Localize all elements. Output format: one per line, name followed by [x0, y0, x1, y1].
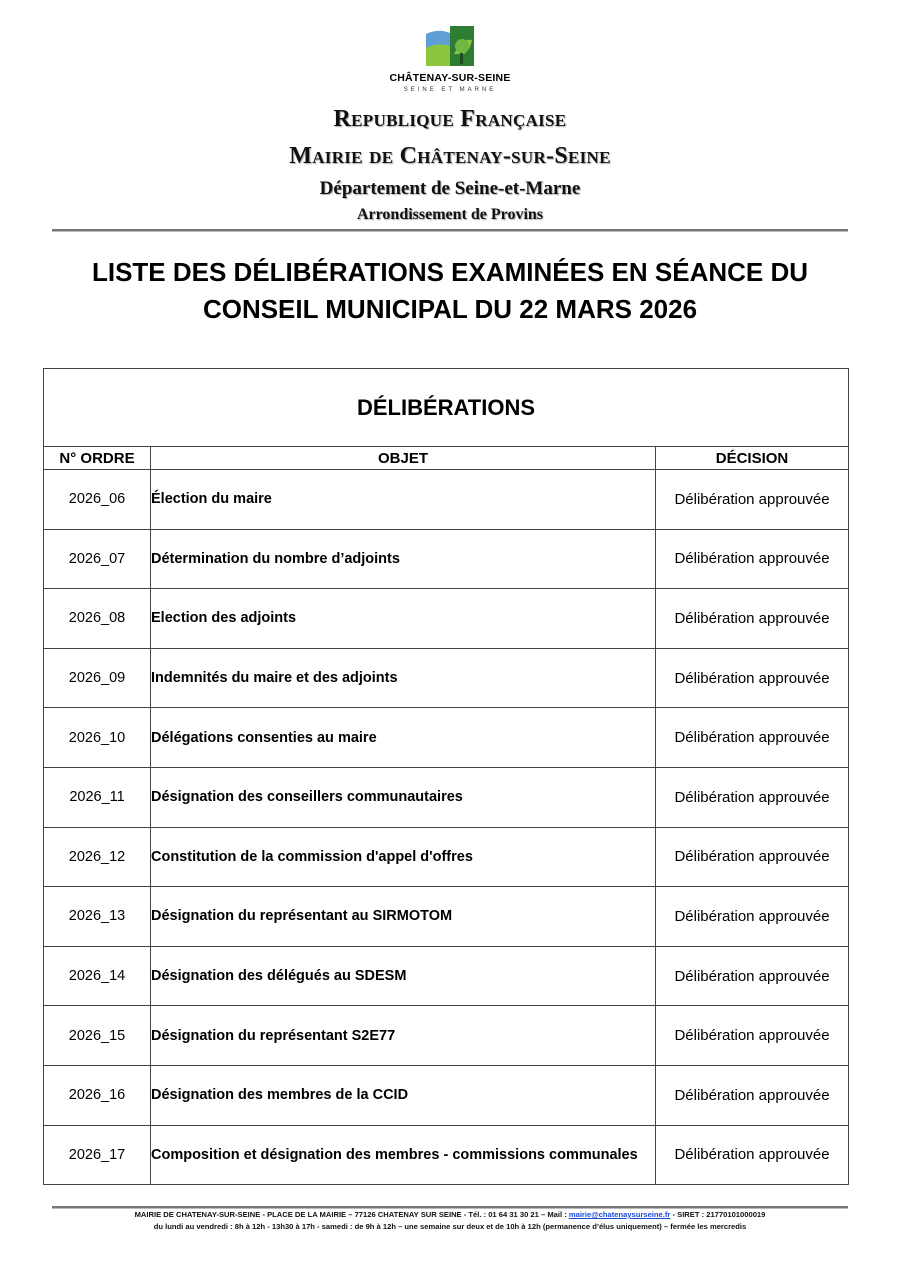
footer-divider: [52, 1206, 848, 1209]
deliberation-decision: Délibération approuvée: [656, 946, 849, 1006]
deliberation-decision: Délibération approuvée: [656, 1006, 849, 1066]
footer-contact: [0, 1210, 900, 1219]
deliberation-decision: Délibération approuvée: [656, 589, 849, 649]
header-department: Département de Seine-et-Marne: [319, 178, 581, 199]
order-number: 2026_07: [44, 529, 151, 589]
logo-name: CHÂTENAY-SUR-SEINE: [389, 72, 511, 84]
deliberation-object: Indemnités du maire et des adjoints: [151, 648, 656, 708]
order-number: 2026_15: [44, 1006, 151, 1066]
order-number: 2026_16: [44, 1065, 151, 1125]
table-row: [44, 767, 849, 827]
deliberation-object: Constitution de la commission d'appel d'offres: [151, 827, 656, 887]
deliberation-decision: Délibération approuvée: [656, 827, 849, 887]
deliberation-object: Désignation des conseillers communautaires: [151, 767, 656, 827]
deliberation-object: Election des adjoints: [151, 589, 656, 649]
deliberation-object: Composition et désignation des membres - commissions communales: [151, 1125, 656, 1185]
order-number: 2026_12: [44, 827, 151, 887]
deliberation-decision: Délibération approuvée: [656, 767, 849, 827]
order-number: 2026_13: [44, 887, 151, 947]
title-line-1: LISTE DES DÉLIBÉRATIONS EXAMINÉES EN SÉANCE DU: [91, 257, 809, 287]
deliberation-object: Désignation des membres de la CCID: [151, 1065, 656, 1125]
order-number: 2026_09: [44, 648, 151, 708]
document-title: [60, 254, 840, 328]
order-number: 2026_10: [44, 708, 151, 768]
deliberation-decision: Délibération approuvée: [656, 708, 849, 768]
table-row: [44, 1006, 849, 1066]
table-row: [44, 708, 849, 768]
header-mairie: Mairie de Châtenay-sur-Seine: [289, 143, 611, 169]
column-header-number: N° ORDRE: [44, 447, 151, 470]
table-caption: DÉLIBÉRATIONS: [44, 369, 849, 447]
deliberation-decision: Délibération approuvée: [656, 648, 849, 708]
town-logo: [380, 24, 520, 93]
footer-email-link[interactable]: mairie@chatenaysurseine.fr: [568, 1210, 671, 1219]
table-row: [44, 529, 849, 589]
table-row: [44, 1065, 849, 1125]
table-row: [44, 1125, 849, 1185]
order-number: 2026_17: [44, 1125, 151, 1185]
title-line-2: CONSEIL MUNICIPAL DU 22 MARS 2026: [202, 294, 698, 324]
column-header-decision: DÉCISION: [656, 447, 849, 470]
table-row: [44, 589, 849, 649]
deliberation-object: Détermination du nombre d’adjoints: [151, 529, 656, 589]
deliberation-object: Désignation du représentant S2E77: [151, 1006, 656, 1066]
footer-siret: - SIRET : 21770101000019: [670, 1210, 766, 1219]
table-row: [44, 887, 849, 947]
deliberations-table: [43, 368, 849, 1185]
deliberation-decision: Délibération approuvée: [656, 887, 849, 947]
order-number: 2026_11: [44, 767, 151, 827]
table-row: [44, 648, 849, 708]
deliberation-decision: Délibération approuvée: [656, 1065, 849, 1125]
order-number: 2026_14: [44, 946, 151, 1006]
column-header-object: OBJET: [151, 447, 656, 470]
logo-subtitle: SEINE ET MARNE: [403, 87, 497, 93]
table-row: [44, 827, 849, 887]
deliberation-object: Désignation du représentant au SIRMOTOM: [151, 887, 656, 947]
header-arrondissement: Arrondissement de Provins: [356, 206, 544, 223]
header-republic: Republique Française: [333, 106, 567, 132]
deliberation-decision: Délibération approuvée: [656, 529, 849, 589]
deliberation-object: Délégations consenties au maire: [151, 708, 656, 768]
deliberation-decision: Délibération approuvée: [656, 470, 849, 530]
deliberation-object: Désignation des délégués au SDESM: [151, 946, 656, 1006]
table-row: [44, 946, 849, 1006]
footer-address: MAIRIE DE CHATENAY-SUR-SEINE - PLACE DE LA MAIRIE – 77126 CHATENAY SUR SEINE - Tél. : 01 64 31 30 21 – Mail :: [134, 1210, 569, 1219]
table-row: [44, 470, 849, 530]
deliberation-decision: Délibération approuvée: [656, 1125, 849, 1185]
order-number: 2026_06: [44, 470, 151, 530]
footer-hours: du lundi au vendredi : 8h à 12h - 13h30 à 17h - samedi : de 9h à 12h – une semaine sur deux et de 10h à 12h (permanence d’élus uniquement) – fermée les mercredis: [153, 1222, 747, 1231]
order-number: 2026_08: [44, 589, 151, 649]
town-emblem-icon: [424, 24, 476, 68]
deliberation-object: Élection du maire: [151, 470, 656, 530]
header-divider: [52, 229, 848, 232]
